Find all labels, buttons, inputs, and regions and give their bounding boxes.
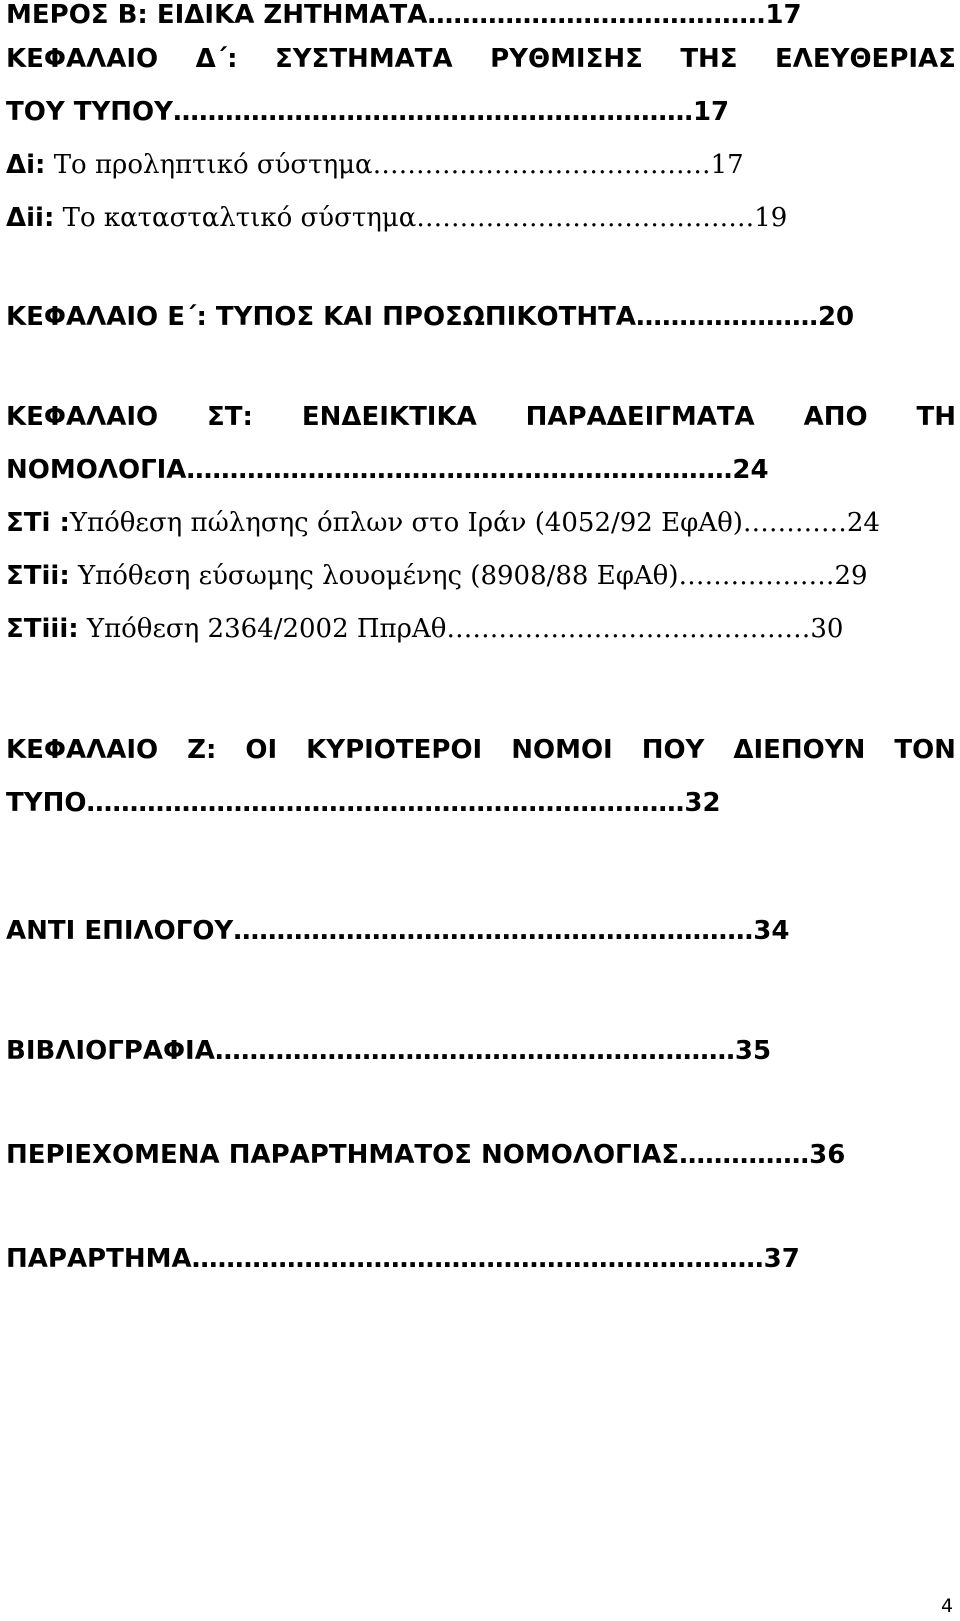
toc-word: Ζ:	[187, 735, 217, 765]
toc-word: ΠΟΥ	[641, 735, 705, 765]
toc-word: ΣΥΣΤΗΜΑΤΑ	[274, 44, 453, 74]
toc-entry-chapter-z-line2: ΤΥΠΟ……………………………………………………………32	[6, 788, 721, 818]
toc-entry-chapter-z-line1	[6, 735, 956, 765]
toc-entry-part-b: ΜΕΡΟΣ Β: ΕΙΔΙΚΑ ΖΗΤΗΜΑΤΑ…………………………………17	[6, 0, 802, 30]
toc-entry-sti	[6, 508, 956, 538]
page-number: 4	[941, 1595, 954, 1617]
toc-word: ΕΝΔΕΙΚΤΙΚΑ	[301, 402, 477, 432]
toc-entry-di	[6, 150, 956, 180]
toc-word: ΚΥΡΙΟΤΕΡΟΙ	[306, 735, 483, 765]
toc-entry-text: Το προληπτικό σύστημα…………………………………17	[45, 150, 744, 180]
toc-word: ΣΤ:	[207, 402, 253, 432]
toc-entry-label: ΣΤi :	[6, 508, 70, 538]
toc-entry-bibliography: ΒΙΒΛΙΟΓΡΑΦΙΑ……………………………………………………35	[6, 1036, 772, 1066]
toc-word: ΡΥΘΜΙΣΗΣ	[490, 44, 643, 74]
toc-entry-chapter-st-line1	[6, 402, 956, 432]
toc-entry-chapter-st-line2: ΝΟΜΟΛΟΓΙΑ………………………………………………………24	[6, 455, 769, 485]
toc-word: ΔΙΕΠΟΥΝ	[733, 735, 866, 765]
toc-entry-appendix: ΠΑΡΑΡΤΗΜΑ…………………………………………………………37	[6, 1244, 800, 1274]
toc-word: ΤΟΝ	[894, 735, 956, 765]
toc-word: ΤΗ	[916, 402, 956, 432]
toc-entry-label: Δii:	[6, 203, 55, 233]
toc-entry-text: Υπόθεση πώλησης όπλων στο Ιράν (4052/92 ΕφΑθ)…………24	[69, 508, 880, 538]
toc-entry-text: Υπόθεση 2364/2002 ΠπρΑθ……………………………………30	[78, 614, 844, 644]
toc-word: ΤΗΣ	[680, 44, 738, 74]
toc-word: ΕΛΕΥΘΕΡΙΑΣ	[774, 44, 956, 74]
toc-entry-stiii	[6, 614, 956, 644]
toc-entry-chapter-e: ΚΕΦΑΛΑΙΟ Ε΄: ΤΥΠΟΣ ΚΑΙ ΠΡΟΣΩΠΙΚΟΤΗΤΑ…………………20	[6, 302, 855, 332]
toc-entry-label: Δi:	[6, 150, 46, 180]
toc-word: Δ΄:	[195, 44, 238, 74]
toc-entry-text: Υπόθεση εύσωμης λουομένης (8908/88 ΕφΑθ)………………29	[69, 561, 868, 591]
toc-entry-text: Το κατασταλτικό σύστημα…………………………………19	[54, 203, 788, 233]
toc-entry-stii	[6, 561, 956, 591]
toc-entry-epilogue: ΑΝΤΙ ΕΠΙΛΟΓΟΥ……………………………………………………34	[6, 916, 790, 946]
toc-entry-appendix-contents: ΠΕΡΙΕΧΟΜΕΝΑ ΠΑΡΑΡΤΗΜΑΤΟΣ ΝΟΜΟΛΟΓΙΑΣ……………36	[6, 1140, 846, 1170]
toc-word: ΚΕΦΑΛΑΙΟ	[6, 735, 159, 765]
toc-entry-dii	[6, 203, 956, 233]
toc-word: ΠΑΡΑΔΕΙΓΜΑΤΑ	[525, 402, 755, 432]
toc-word: ΑΠΟ	[803, 402, 868, 432]
toc-entry-chapter-d-line2: ΤΟΥ ΤΥΠΟΥ……………………………………………………17	[6, 97, 730, 127]
toc-word: ΚΕΦΑΛΑΙΟ	[6, 44, 159, 74]
toc-entry-label: ΣΤiii:	[6, 614, 79, 644]
toc-word: ΚΕΦΑΛΑΙΟ	[6, 402, 159, 432]
toc-word: ΝΟΜΟΙ	[511, 735, 613, 765]
toc-entry-chapter-d-line1	[6, 44, 956, 74]
toc-word: ΟΙ	[245, 735, 278, 765]
toc-entry-label: ΣΤii:	[6, 561, 70, 591]
